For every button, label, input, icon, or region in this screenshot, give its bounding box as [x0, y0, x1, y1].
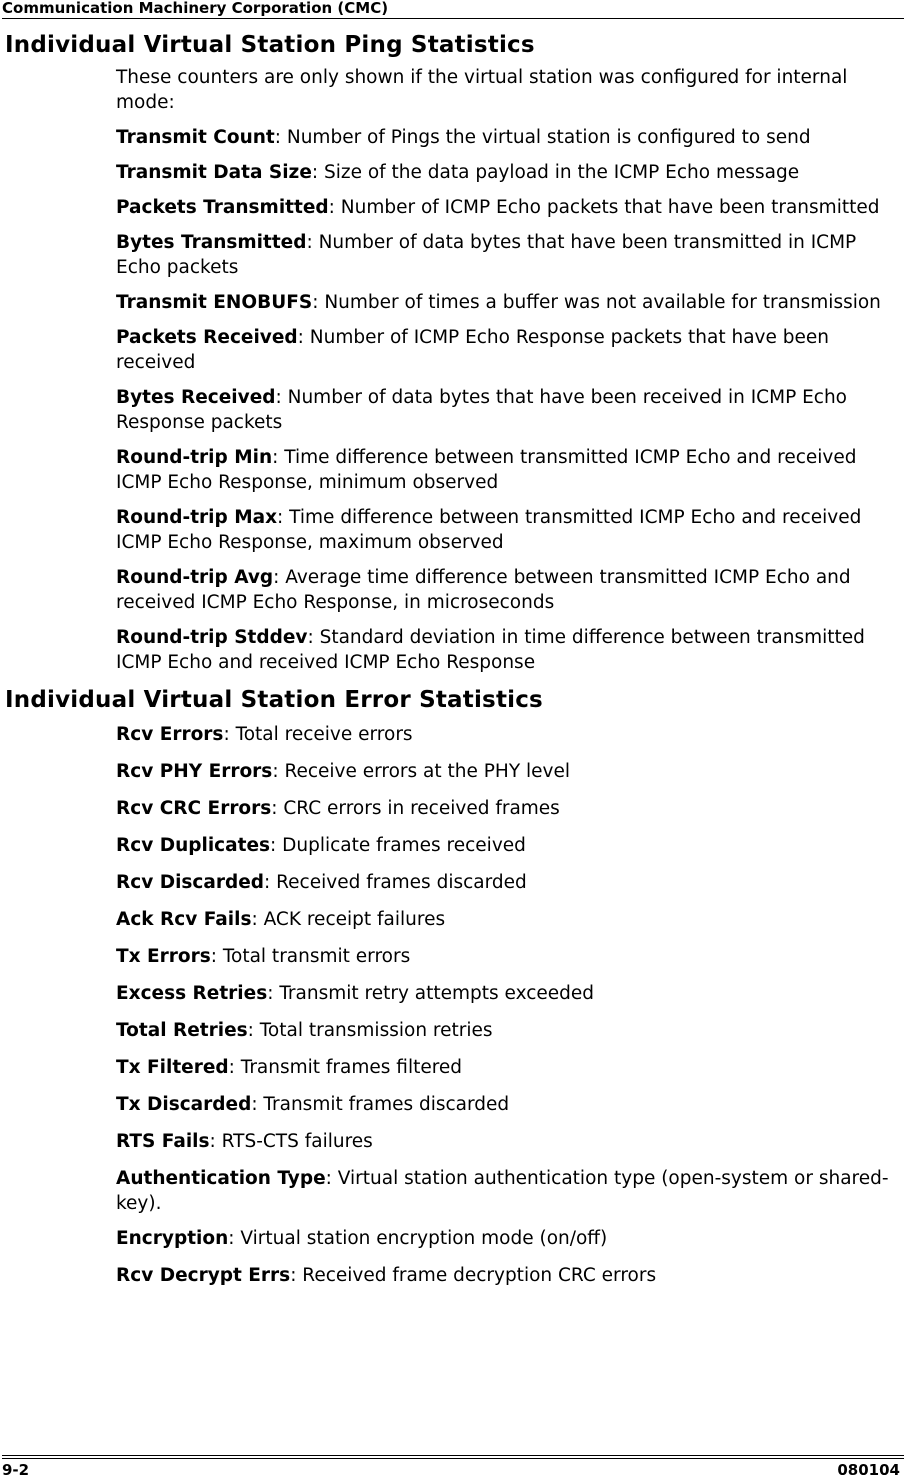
definition-desc: : Total transmit errors	[210, 946, 411, 967]
definition-rcv-duplicates	[116, 833, 896, 858]
definition-term: Tx Errors	[116, 946, 211, 967]
definition-desc: : Transmit retry attempts exceeded	[267, 983, 595, 1004]
definition-desc: : Number of ICMP Echo Response packets that have been received	[116, 327, 829, 373]
definition-excess-retries	[116, 981, 896, 1006]
definition-desc: : CRC errors in received frames	[271, 798, 560, 819]
definition-round-trip-stddev	[116, 625, 896, 675]
definition-term: Round-trip Min	[116, 447, 273, 468]
definition-term: Tx Discarded	[116, 1094, 252, 1115]
definition-term: Authentication Type	[116, 1168, 326, 1189]
definition-desc: : ACK receipt failures	[251, 909, 446, 930]
definition-rts-fails	[116, 1129, 896, 1154]
definition-term: Tx Filtered	[116, 1057, 229, 1078]
definition-term: Ack Rcv Fails	[116, 909, 252, 930]
definition-desc: : Duplicate frames received	[270, 835, 526, 856]
definition-term: Bytes Transmitted	[116, 232, 307, 253]
definition-desc: : RTS-CTS failures	[209, 1131, 373, 1152]
definition-desc: : Received frames discarded	[264, 872, 527, 893]
definition-tx-errors	[116, 944, 896, 969]
definition-term: Round-trip Stddev	[116, 627, 308, 648]
definition-term: Round-trip Avg	[116, 567, 274, 588]
definition-tx-filtered	[116, 1055, 896, 1080]
definition-desc: : Time difference between transmitted ICMP Echo and received ICMP Echo Response, minimum observed	[116, 447, 857, 493]
definition-desc: : Transmit frames filtered	[228, 1057, 463, 1078]
definition-round-trip-avg	[116, 565, 896, 615]
definition-term: Bytes Received	[116, 387, 276, 408]
definition-bytes-received	[116, 385, 896, 435]
header-title: Communication Machinery Corporation (CMC)	[2, 0, 389, 17]
section-title-ping-statistics: Individual Virtual Station Ping Statistics	[5, 32, 535, 58]
definition-desc: : Number of data bytes that have been received in ICMP Echo Response packets	[116, 387, 848, 433]
definition-rcv-discarded	[116, 870, 896, 895]
definition-term: Transmit ENOBUFS	[116, 292, 313, 313]
definition-term: Round-trip Max	[116, 507, 278, 528]
definition-transmit-enobufs	[116, 290, 896, 315]
definition-term: Rcv Errors	[116, 724, 224, 745]
definition-packets-received	[116, 325, 896, 375]
definition-ack-rcv-fails	[116, 907, 896, 932]
definition-desc: : Number of data bytes that have been transmitted in ICMP Echo packets	[116, 232, 857, 278]
definition-desc: : Size of the data payload in the ICMP Echo message	[311, 162, 800, 183]
definition-term: RTS Fails	[116, 1131, 210, 1152]
page-content	[0, 24, 906, 1300]
definition-desc: : Received frame decryption CRC errors	[290, 1265, 657, 1286]
definition-term: Total Retries	[116, 1020, 248, 1041]
definition-term: Rcv Decrypt Errs	[116, 1265, 291, 1286]
definition-round-trip-min	[116, 445, 896, 495]
definition-rcv-decrypt-errs	[116, 1263, 896, 1288]
definition-round-trip-max	[116, 505, 896, 555]
page-footer	[2, 1455, 904, 1480]
definition-term: Rcv Duplicates	[116, 835, 271, 856]
definition-encryption	[116, 1226, 896, 1251]
definition-term: Excess Retries	[116, 983, 268, 1004]
definition-desc: : Total receive errors	[223, 724, 413, 745]
footer-divider	[2, 1458, 904, 1459]
section-intro: These counters are only shown if the virtual station was configured for internal mode:	[116, 67, 848, 113]
definition-transmit-data-size	[116, 160, 896, 185]
definition-bytes-transmitted	[116, 230, 896, 280]
definition-term: Rcv Discarded	[116, 872, 265, 893]
definition-term: Packets Transmitted	[116, 197, 329, 218]
definition-term: Rcv CRC Errors	[116, 798, 272, 819]
definition-desc: : Virtual station authentication type (open-system or shared-key).	[116, 1168, 889, 1214]
section-title-error-statistics: Individual Virtual Station Error Statistics	[5, 687, 543, 713]
definition-tx-discarded	[116, 1092, 896, 1117]
definition-term: Rcv PHY Errors	[116, 761, 273, 782]
definition-authentication-type	[116, 1166, 896, 1216]
definition-desc: : Number of times a buffer was not available for transmission	[312, 292, 881, 313]
page-number: 9-2	[2, 1461, 30, 1479]
definition-term: Packets Received	[116, 327, 298, 348]
definition-term: Transmit Count	[116, 127, 275, 148]
definition-desc: : Time difference between transmitted ICMP Echo and received ICMP Echo Response, maximum observed	[116, 507, 862, 553]
definition-desc: : Number of ICMP Echo packets that have been transmitted	[328, 197, 880, 218]
definition-desc: : Total transmission retries	[247, 1020, 493, 1041]
definition-desc: : Average time difference between transmitted ICMP Echo and received ICMP Echo Response, in microseconds	[116, 567, 851, 613]
definition-desc: : Number of Pings the virtual station is configured to send	[274, 127, 811, 148]
definition-term: Transmit Data Size	[116, 162, 312, 183]
definition-rcv-phy-errors	[116, 759, 896, 784]
definition-transmit-count	[116, 125, 896, 150]
definition-desc: : Virtual station encryption mode (on/off)	[228, 1228, 608, 1249]
definition-desc: : Receive errors at the PHY level	[272, 761, 571, 782]
definition-desc: : Standard deviation in time difference between transmitted ICMP Echo and received ICMP Echo Response	[116, 627, 865, 673]
definition-total-retries	[116, 1018, 896, 1043]
definition-rcv-crc-errors	[116, 796, 896, 821]
definition-rcv-errors	[116, 722, 896, 747]
page-header	[2, 0, 904, 19]
definition-desc: : Transmit frames discarded	[251, 1094, 510, 1115]
document-code: 080104	[837, 1461, 900, 1479]
definition-packets-transmitted	[116, 195, 896, 220]
footer-divider	[2, 1455, 904, 1456]
definition-term: Encryption	[116, 1228, 229, 1249]
